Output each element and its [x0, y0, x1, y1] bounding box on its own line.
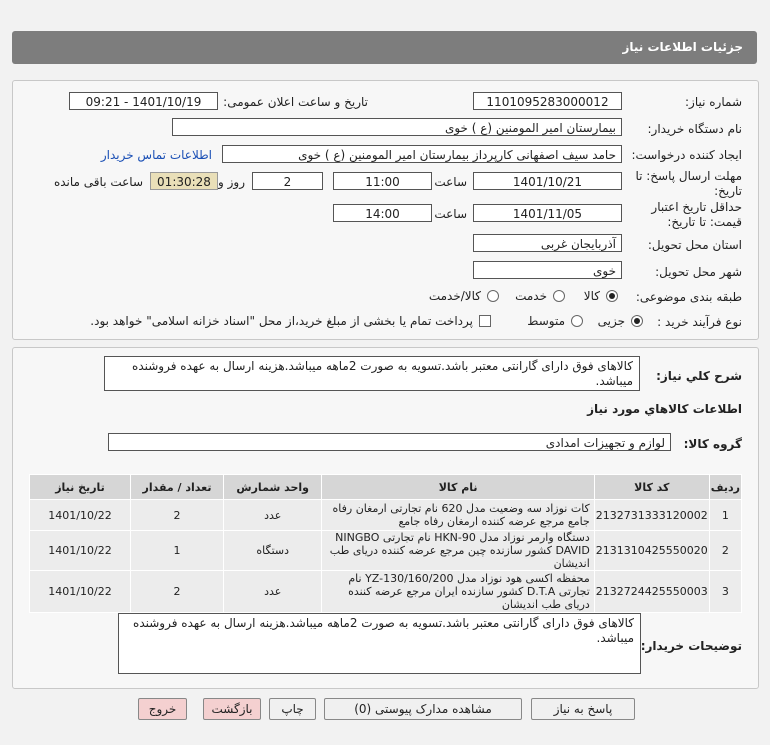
- announce-label: تاریخ و ساعت اعلان عمومی:: [223, 95, 368, 109]
- category-radio-service[interactable]: [553, 290, 565, 302]
- goods-section-title: اطلاعات کالاهاي مورد نياز: [587, 402, 742, 416]
- category-option-goods: کالا: [583, 289, 600, 303]
- attachments-button[interactable]: مشاهده مدارک پیوستی (0): [324, 698, 522, 720]
- province-field: آذربایجان غربی: [473, 234, 622, 252]
- process-option-medium: متوسط: [527, 314, 565, 328]
- col-code: کد کالا: [594, 475, 709, 500]
- announce-datetime-field: 1401/10/19 - 09:21: [69, 92, 218, 110]
- process-radio-minor[interactable]: [631, 315, 643, 327]
- province-label: استان محل تحویل:: [647, 238, 742, 252]
- table-row: [30, 500, 742, 531]
- category-option-service: خدمت: [515, 289, 547, 303]
- print-button[interactable]: چاپ: [269, 698, 316, 720]
- category-option-goods-service: کالا/خدمت: [428, 289, 481, 303]
- table-row: [30, 571, 742, 613]
- row-qty: 2: [131, 500, 224, 531]
- validity-time-field: 14:00: [333, 204, 432, 222]
- row-qty: 1: [131, 531, 224, 571]
- category-radio-goods-service[interactable]: [487, 290, 499, 302]
- validity-label: حداقل تاریخ اعتبار: [651, 200, 742, 214]
- col-qty: تعداد / مقدار: [131, 475, 224, 500]
- need-number-label: شماره نیاز:: [685, 95, 742, 109]
- buyer-contact-link[interactable]: اطلاعات تماس خریدار: [100, 148, 212, 162]
- back-button[interactable]: بازگشت: [203, 698, 261, 720]
- row-code: 2132731333120002: [594, 500, 709, 531]
- city-label: شهر محل تحویل:: [655, 265, 742, 279]
- page-title: جزئیات اطلاعات نیاز: [622, 40, 743, 54]
- row-name: کات نوزاد سه وضعیت مدل 620 نام تجارتی ارمغان رفاه جامع مرجع عرضه کننده ارمغان رفاه جامع: [322, 500, 594, 531]
- goods-group-field: لوازم و تجهیزات امدادی: [108, 433, 671, 451]
- row-index: 1: [709, 500, 741, 531]
- city-field: خوی: [473, 261, 622, 279]
- buyer-notes-label: توضیحات خریدار:: [640, 639, 742, 653]
- remaining-time-field: 01:30:28: [150, 172, 218, 190]
- col-date: تاریخ نیاز: [30, 475, 131, 500]
- row-date: 1401/10/22: [30, 531, 131, 571]
- page-header: [12, 31, 757, 64]
- row-index: 3: [709, 571, 741, 613]
- process-label: نوع فرآیند خرید :: [657, 315, 742, 329]
- days-field: 2: [252, 172, 323, 190]
- validity-date-field: 1401/11/05: [473, 204, 622, 222]
- deadline-time-field: 11:00: [333, 172, 432, 190]
- reply-button[interactable]: پاسخ به نیاز: [531, 698, 635, 720]
- row-code: 2131310425550020: [594, 531, 709, 571]
- need-number-field: 1101095283000012: [473, 92, 622, 110]
- exit-button[interactable]: خروج: [138, 698, 187, 720]
- creator-label: ایجاد کننده درخواست:: [631, 148, 742, 162]
- row-unit: عدد: [223, 571, 322, 613]
- treasury-payment-note: پرداخت تمام یا بخشی از مبلغ خرید،از محل "اسناد خزانه اسلامی" خواهد بود.: [90, 314, 473, 328]
- buyer-org-field: بیمارستان امیر المومنین (ع ) خوی: [172, 118, 622, 136]
- col-unit: واحد شمارش: [223, 475, 322, 500]
- buyer-notes-text: کالاهای فوق دارای گارانتی معتبر باشد.تسویه به صورت 2ماهه میباشد.هزینه ارسال به عهده فروشنده میباشد.: [118, 613, 641, 674]
- days-label: روز و: [218, 175, 245, 189]
- row-index: 2: [709, 531, 741, 571]
- goods-table-header: [30, 475, 742, 500]
- col-row: ردیف: [709, 475, 741, 500]
- deadline-time-label: ساعت: [434, 175, 467, 189]
- summary-label: شرح کلي نياز:: [656, 369, 742, 383]
- validity-time-label: ساعت: [434, 207, 467, 221]
- category-label: طبقه بندی موضوعی:: [635, 290, 742, 304]
- creator-field: حامد سیف اصفهانی کارپرداز بیمارستان امیر المومنین (ع ) خوی: [222, 145, 622, 163]
- category-radio-goods[interactable]: [606, 290, 618, 302]
- remaining-label: ساعت باقی مانده: [53, 175, 143, 189]
- row-code: 2132724425550003: [594, 571, 709, 613]
- row-unit: دستگاه: [223, 531, 322, 571]
- row-unit: عدد: [223, 500, 322, 531]
- validity-label-line2: قیمت: تا تاریخ:: [667, 215, 742, 229]
- process-radio-medium[interactable]: [571, 315, 583, 327]
- deadline-date-field: 1401/10/21: [473, 172, 622, 190]
- row-date: 1401/10/22: [30, 500, 131, 531]
- process-option-minor: جزیی: [597, 314, 625, 328]
- table-row: [30, 531, 742, 571]
- summary-text: کالاهای فوق دارای گارانتی معتبر باشد.تسویه به صورت 2ماهه میباشد.هزینه ارسال به عهده فروشنده میباشد.: [104, 356, 640, 391]
- row-name: دستگاه وارمر نوزاد مدل HKN-90 نام تجارتی NINGBO DAVID کشور سازنده چین مرجع عرضه کننده دریای طب اندیشان: [322, 531, 594, 571]
- deadline-label: مهلت ارسال پاسخ: تا: [635, 169, 742, 183]
- goods-group-label: گروه کالا:: [683, 437, 742, 451]
- deadline-label-line2: تاریخ:: [714, 184, 742, 198]
- goods-table: [29, 474, 742, 613]
- col-name: نام کالا: [322, 475, 594, 500]
- row-date: 1401/10/22: [30, 571, 131, 613]
- row-name: محفظه اکسی هود نوزاد مدل YZ-130/160/200 نام تجارتی D.T.A کشور سازنده ایران مرجع عرضه کننده دریای طب اندیشان: [322, 571, 594, 613]
- buyer-org-label: نام دستگاه خریدار:: [647, 122, 742, 136]
- treasury-payment-checkbox[interactable]: [479, 315, 491, 327]
- row-qty: 2: [131, 571, 224, 613]
